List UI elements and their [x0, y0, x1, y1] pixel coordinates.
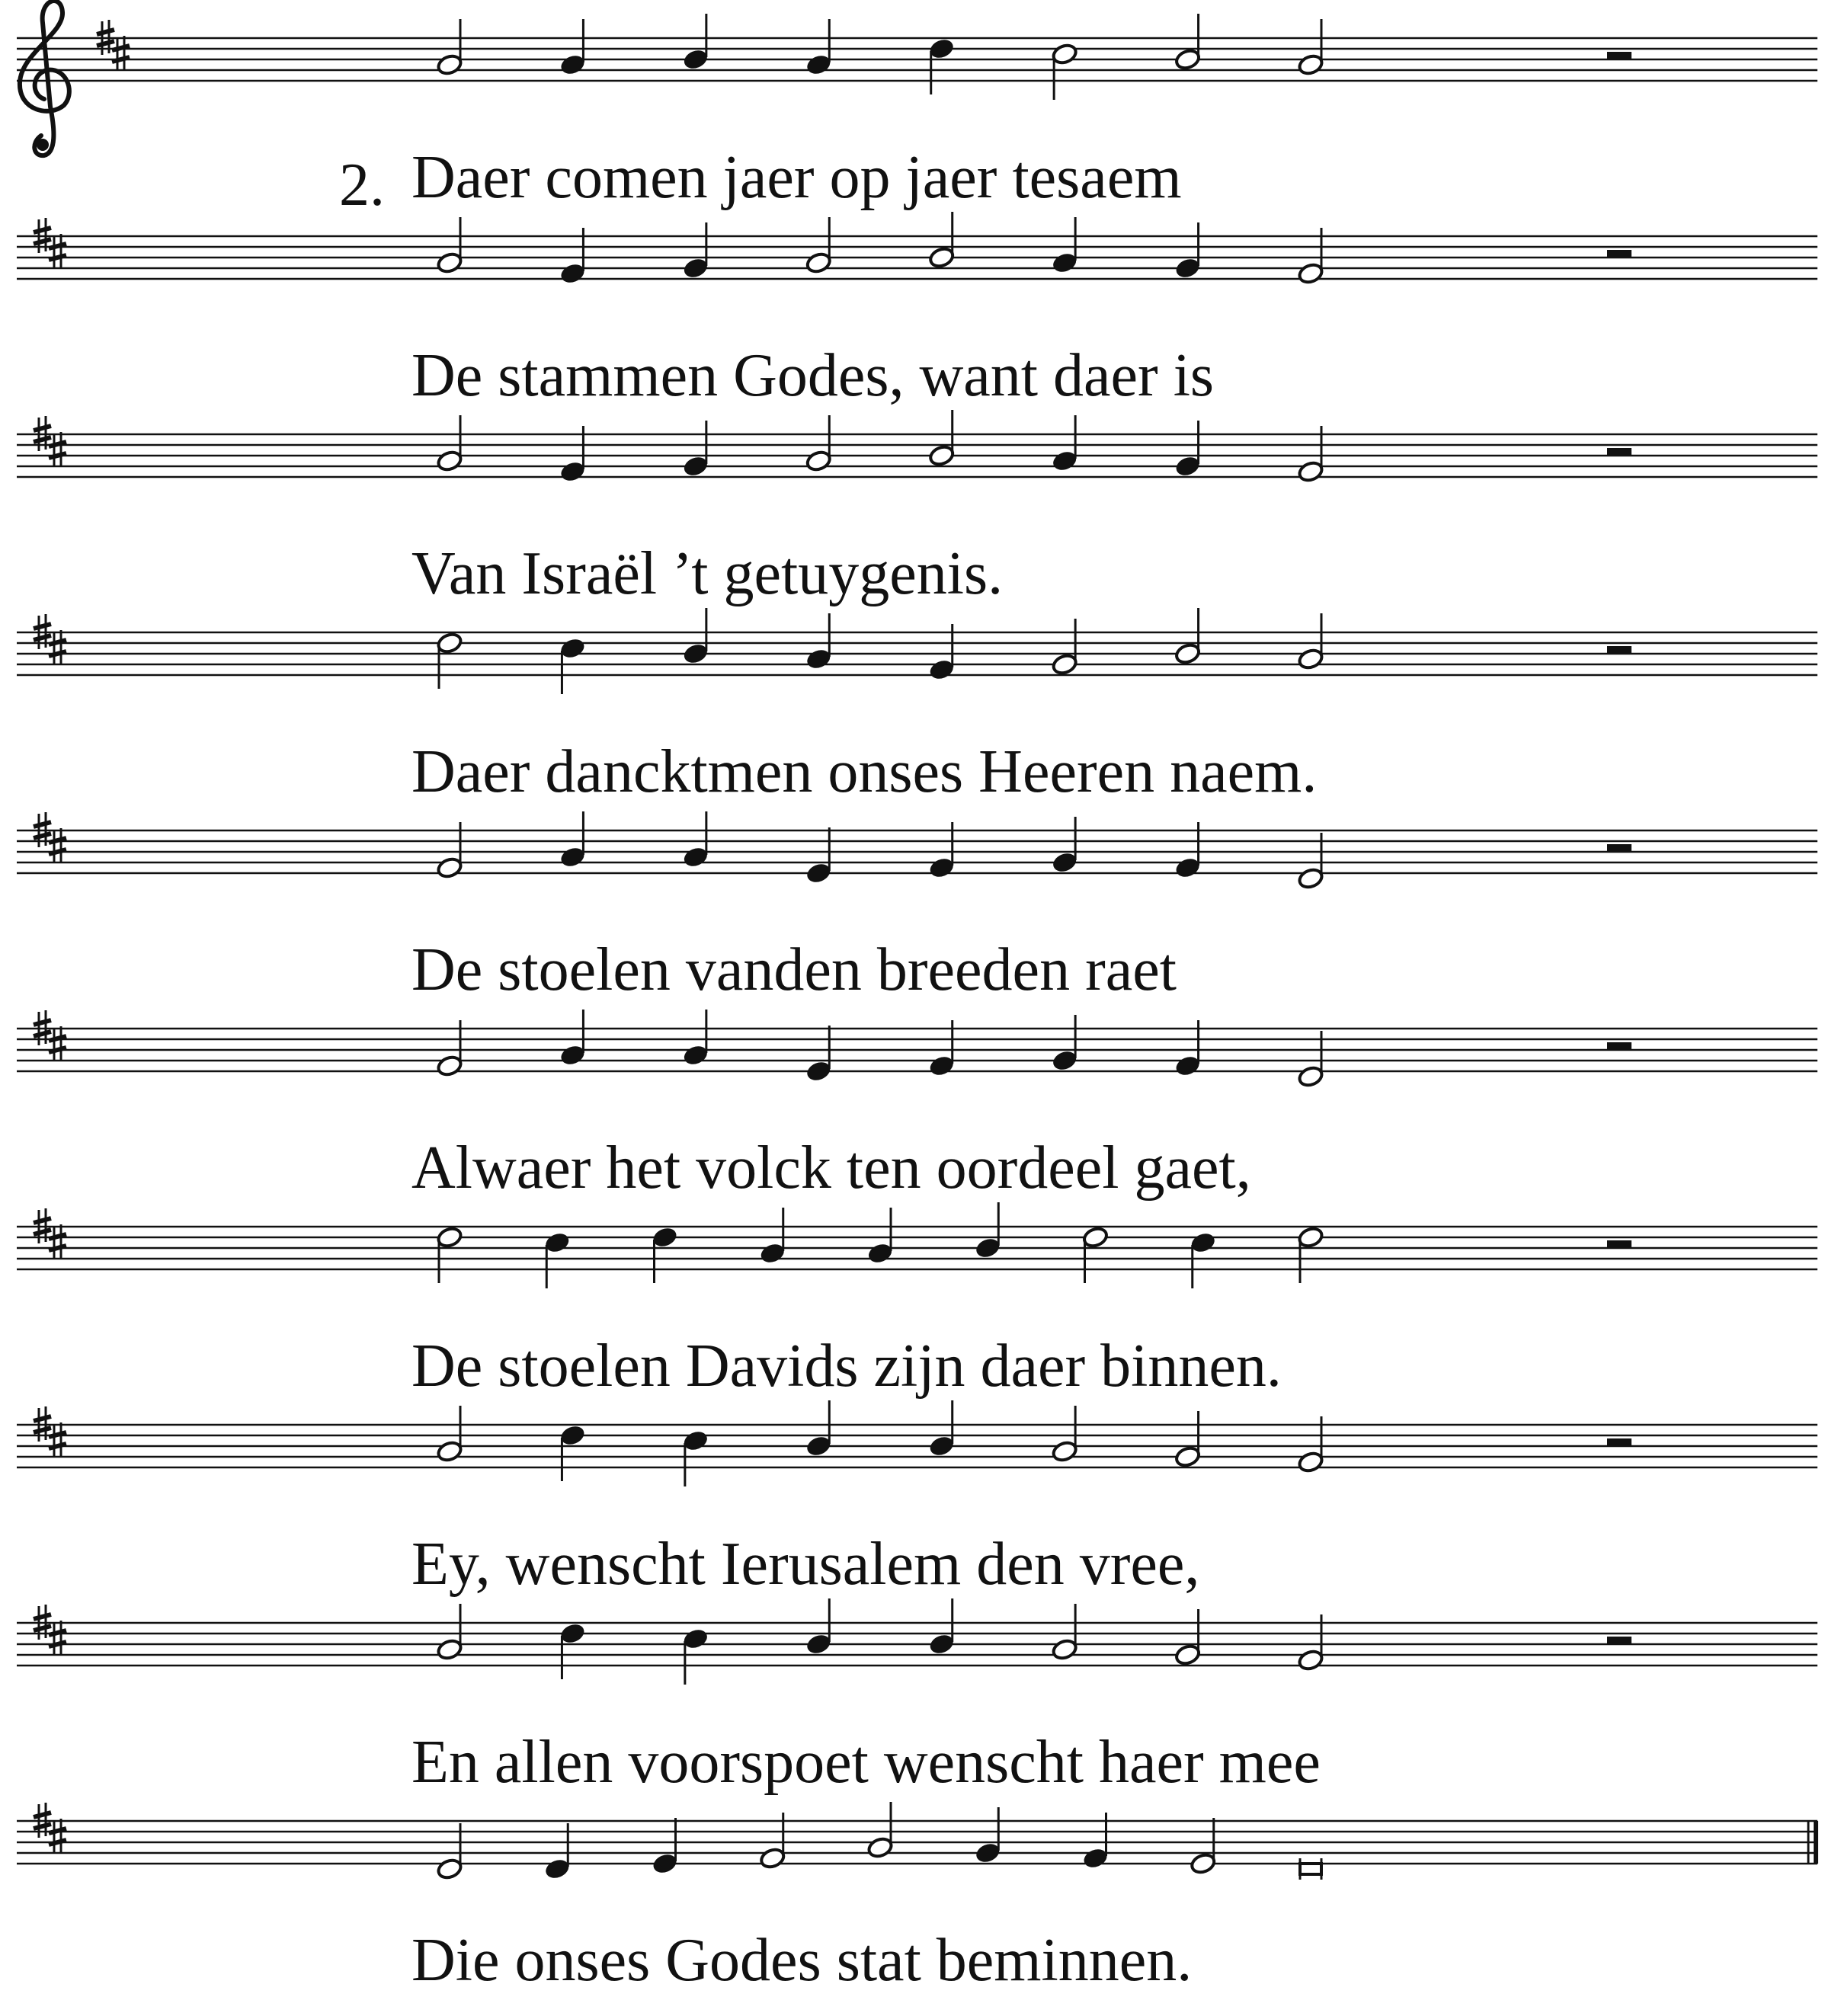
- note: [928, 1400, 956, 1458]
- note: [559, 1010, 587, 1067]
- note: [436, 19, 463, 76]
- note: [974, 1807, 1001, 1864]
- lyric-line-4: Daer dancktmen onses Heeren naem.: [411, 738, 1318, 805]
- note: [682, 14, 709, 71]
- note: [1174, 14, 1202, 71]
- staff-system: [17, 1802, 1817, 1880]
- note: [436, 1226, 463, 1283]
- note: [1174, 1609, 1202, 1666]
- staff-system: [17, 212, 1817, 285]
- note: [1190, 1231, 1217, 1288]
- note: [682, 811, 709, 869]
- note: [1082, 1226, 1110, 1283]
- note: [682, 1429, 709, 1486]
- sharp-sign: [49, 630, 66, 665]
- note: [805, 19, 832, 76]
- note: [866, 1802, 894, 1859]
- note: [559, 811, 587, 869]
- lyric-line-3: Van Israël ’t getuygenis.: [411, 540, 1004, 607]
- staff-system: [17, 1400, 1817, 1486]
- note: [928, 212, 956, 269]
- lyric-line-8: Ey, wenscht Ierusalem den vree,: [411, 1531, 1200, 1598]
- note: [866, 1208, 894, 1265]
- note: [1174, 1411, 1202, 1468]
- staff-system: [17, 1202, 1817, 1288]
- note: [1297, 19, 1324, 76]
- note: [436, 217, 463, 274]
- note: [436, 632, 463, 689]
- note: [759, 1208, 786, 1265]
- note: [543, 1231, 571, 1288]
- note: [805, 827, 832, 885]
- staff-system: [17, 811, 1817, 890]
- note: [559, 19, 587, 76]
- note: [682, 1627, 709, 1685]
- half-rest-icon: [1607, 646, 1631, 654]
- note: [1297, 613, 1324, 670]
- lyric-line-5: De stoelen vanden breeden raet: [411, 936, 1177, 1003]
- lyric-line-7: De stoelen Davids zijn daer binnen.: [411, 1333, 1282, 1400]
- treble-clef-icon: [20, 1, 69, 155]
- note: [928, 410, 956, 467]
- note: [682, 1010, 709, 1067]
- half-rest-icon: [1607, 52, 1631, 59]
- lyric-line-2: De stammen Godes, want daer is: [411, 342, 1215, 409]
- half-rest-icon: [1607, 1637, 1631, 1644]
- note: [805, 217, 832, 274]
- sharp-sign: [49, 432, 66, 467]
- sharp-sign: [49, 234, 66, 269]
- note: [652, 1226, 679, 1283]
- note: [974, 1202, 1001, 1259]
- note: [436, 1604, 463, 1661]
- half-rest-icon: [1607, 1438, 1631, 1446]
- note: [1297, 1226, 1324, 1283]
- note: [805, 1598, 832, 1656]
- staff-system: [17, 608, 1817, 694]
- sharp-sign: [49, 1422, 66, 1458]
- note: [1051, 817, 1078, 874]
- lyric-line-1: Daer comen jaer op jaer tesaem: [411, 144, 1182, 211]
- staff-system: [17, 1, 1817, 155]
- half-rest-icon: [1607, 448, 1631, 456]
- verse-number: 2.: [339, 152, 385, 219]
- note: [652, 1818, 679, 1875]
- note: [559, 1424, 587, 1481]
- note: [436, 415, 463, 472]
- note: [928, 37, 956, 94]
- lyric-line-6: Alwaer het volck ten oordeel gaet,: [411, 1134, 1251, 1202]
- note: [1051, 217, 1078, 274]
- note: [1190, 1818, 1217, 1875]
- half-rest-icon: [1607, 1042, 1631, 1050]
- note: [559, 1622, 587, 1679]
- note: [436, 1406, 463, 1463]
- note: [1174, 608, 1202, 665]
- note: [1174, 421, 1202, 478]
- note: [682, 222, 709, 280]
- note: [1051, 43, 1078, 100]
- sharp-sign: [49, 1224, 66, 1259]
- note: [1051, 619, 1078, 676]
- note: [928, 1598, 956, 1656]
- sharp-sign: [49, 828, 66, 863]
- note: [1300, 1858, 1321, 1880]
- staff-system: [17, 1010, 1817, 1088]
- sharp-sign: [49, 1026, 66, 1061]
- note: [805, 1026, 832, 1083]
- note: [682, 608, 709, 665]
- note: [805, 415, 832, 472]
- note: [1051, 1015, 1078, 1072]
- note: [1051, 1604, 1078, 1661]
- sharp-sign: [112, 36, 130, 71]
- note: [805, 1400, 832, 1458]
- half-rest-icon: [1607, 250, 1631, 258]
- note: [1174, 222, 1202, 280]
- staff-system: [17, 410, 1817, 483]
- note: [1051, 415, 1078, 472]
- staff-system: [17, 1598, 1817, 1685]
- lyric-line-9: En allen voorspoet wenscht haer mee: [411, 1729, 1321, 1796]
- note: [682, 421, 709, 478]
- note: [805, 613, 832, 670]
- half-rest-icon: [1607, 1240, 1631, 1248]
- note: [559, 637, 587, 694]
- half-rest-icon: [1607, 844, 1631, 852]
- lyric-line-10: Die onses Godes stat beminnen.: [411, 1927, 1193, 1994]
- sharp-sign: [49, 1621, 66, 1656]
- note: [1051, 1406, 1078, 1463]
- sharp-sign: [49, 1819, 66, 1854]
